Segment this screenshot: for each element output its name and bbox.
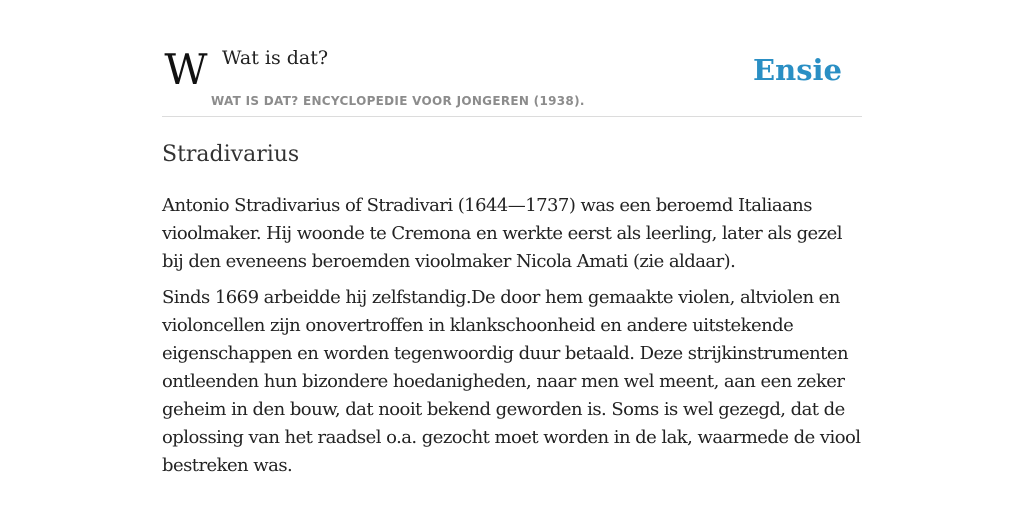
source-subtitle: WAT IS DAT? ENCYCLOPEDIE VOOR JONGEREN (1938). [211, 94, 585, 108]
source-title[interactable]: Wat is dat? [222, 47, 329, 69]
source-header [162, 40, 862, 117]
article-title: Stradivarius [162, 142, 300, 167]
article-paragraph: Antonio Stradivarius of Stradivari (1644—1737) was een beroemd Italiaans vioolmaker. Hij woonde te Cremona en werkte eerst als leerling, later als gezel bij den eveneens beroemden vioolmaker Nicola Amati (zie aldaar). [162, 195, 842, 272]
article-body [162, 192, 866, 488]
brand-logo-ensie[interactable]: Ensie [753, 53, 842, 87]
wikipedia-w-logo-icon [164, 50, 208, 90]
article-paragraph: Sinds 1669 arbeidde hij zelfstandig.De door hem gemaakte violen, altviolen en violoncellen zijn onovertroffen in klankschoonheid en andere uitstekende eigenschappen en worden tegenwoordig duur betaald. Deze strijkinstrumenten ontleenden hun bizondere hoedanigheden, naar men wel meent, aan een zeker geheim in den bouw, dat nooit bekend geworden is. Soms is wel gezegd, dat de oplossing van het raadsel o.a. gezocht moet worden in de lak, waarmede de viool bestreken was. [162, 287, 861, 476]
svg-text:W: W [164, 50, 208, 90]
